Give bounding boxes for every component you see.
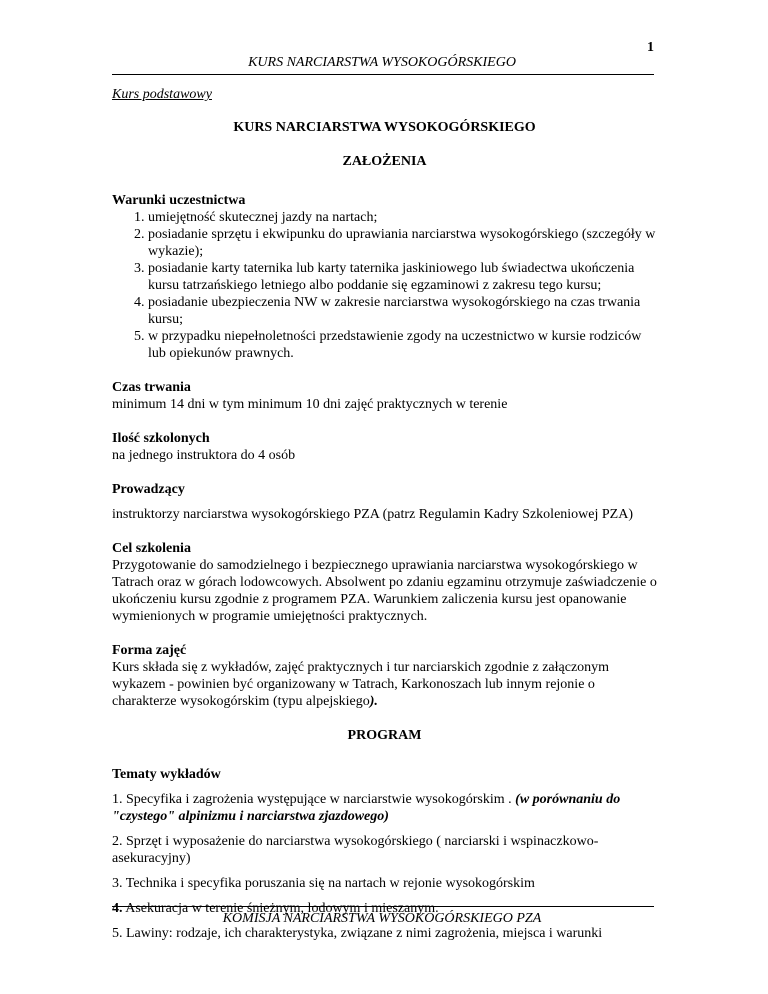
lecture-topic-2: 2. Sprzęt i wyposażenie do narciarstwa wysokogórskiego ( narciarski i wspinaczkowo-asekuracyjny)	[112, 834, 599, 866]
list-item: 1. umiejętność skutecznej jazdy na nartach;	[148, 209, 657, 226]
list-item: 2. posiadanie sprzętu i ekwipunku do uprawiania narciarstwa wysokogórskiego (szczegóły w wykazie);	[148, 226, 657, 260]
section-title-assumptions: ZAŁOŻENIA	[342, 154, 427, 169]
lectures-heading: Tematy wykładów	[112, 767, 221, 782]
running-footer: KOMISJA NARCIARSTWA WYSOKOGÓRSKIEGO PZA	[222, 911, 542, 926]
topic-text: Asekuracja w terenie śnieżnym, lodowym i mieszanym.	[125, 901, 439, 916]
form-section	[112, 642, 657, 710]
trainees-heading: Ilość szkolonych	[112, 431, 210, 446]
program-heading: PROGRAM	[347, 728, 422, 743]
lecture-topic-3: 3. Technika i specyfika poruszania się na nartach w rejonie wysokogórskim	[112, 876, 535, 891]
duration-text: minimum 14 dni w tym minimum 10 dni zajęć praktycznych w terenie	[112, 397, 508, 412]
topic-number: 1.	[112, 792, 123, 807]
list-item: 5. w przypadku niepełnoletności przedstawienie zgody na uczestnictwo w kursie rodziców lub opiekunów prawnych.	[148, 328, 657, 362]
goal-section	[112, 540, 657, 625]
form-heading: Forma zajęć	[112, 643, 187, 658]
list-item: 3. posiadanie karty taternika lub karty taternika jaskiniowego lub świadectwa ukończenia kursu tatrzańskiego letniego albo poddanie się egzaminowi z zakresu tego kursu;	[148, 260, 657, 294]
conditions-section	[112, 192, 657, 362]
header-divider	[112, 74, 654, 75]
goal-heading: Cel szkolenia	[112, 541, 191, 556]
footer-divider	[112, 906, 654, 907]
duration-heading: Czas trwania	[112, 380, 191, 395]
course-level: Kurs podstawowy	[112, 87, 212, 102]
instructors-section	[112, 481, 657, 523]
conditions-list	[112, 209, 657, 362]
trainees-text: na jednego instruktora do 4 osób	[112, 448, 296, 463]
conditions-heading: Warunki uczestnictwa	[112, 193, 246, 208]
list-item: 4. posiadanie ubezpieczenia NW w zakresie narciarstwa wysokogórskiego na czas trwania kursu;	[148, 294, 657, 328]
instructors-heading: Prowadzący	[112, 482, 185, 497]
topic-note: (w porównaniu do "czystego" alpinizmu i narciarstwa zjazdowego)	[112, 792, 621, 824]
trainees-section	[112, 430, 657, 464]
topic-number: 4.	[112, 901, 123, 916]
instructors-text: instruktorzy narciarstwa wysokogórskiego PZA (patrz Regulamin Kadry Szkoleniowej PZA)	[112, 507, 634, 522]
form-text-end: ).	[369, 694, 378, 709]
running-header: KURS NARCIARSTWA WYSOKOGÓRSKIEGO	[248, 55, 516, 70]
lecture-topic-5: 5. Lawiny: rodzaje, ich charakterystyka, związane z nimi zagrożenia, miejsca i warunki	[112, 926, 603, 941]
duration-section	[112, 379, 657, 413]
page-number: 1	[647, 40, 654, 55]
document-body	[112, 86, 657, 942]
topic-text: Specyfika i zagrożenia występujące w narciarstwie wysokogórskim .	[126, 792, 512, 807]
goal-text: Przygotowanie do samodzielnego i bezpiecznego uprawiania narciarstwa wysokogórskiego w Tatrach oraz w górach lodowcowych. Absolwent po zdaniu egzaminu otrzymuje zaświadczenie o ukończeniu kursu zgodnie z programem PZA. Warunkiem zaliczenia kursu jest opanowanie wymienionych w programie umiejętności praktycznych.	[112, 558, 657, 624]
lecture-topic-1	[112, 791, 657, 825]
form-text	[112, 659, 657, 710]
form-text-main: Kurs składa się z wykładów, zajęć praktycznych i tur narciarskich zgodnie z załączonym wykazem - powinien być organizowany w Tatrach, Karkonoszach lub innym rejonie o charakterze wysokogórskim (typu alpejskiego	[112, 660, 610, 709]
document-title: KURS NARCIARSTWA WYSOKOGÓRSKIEGO	[233, 120, 536, 135]
